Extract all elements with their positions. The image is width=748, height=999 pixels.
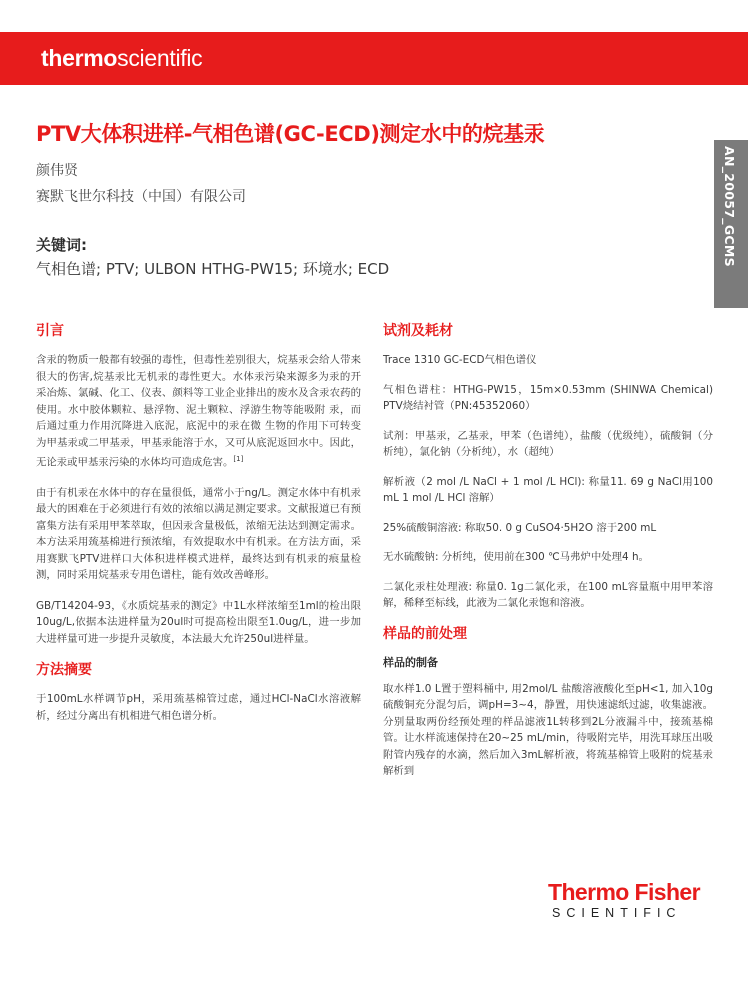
- right-column: [383, 322, 713, 793]
- pretreatment-heading: 样品的前处理: [383, 625, 467, 642]
- reagent-item: 解析液（2 mol /L NaCl + 1 mol /L HCl): 称量11. 69 g NaCl用100 mL 1 mol /L HCl 溶解）: [383, 475, 713, 504]
- thermoscientific-logo: [41, 45, 202, 72]
- company: 赛默飞世尔科技（中国）有限公司: [36, 189, 246, 205]
- reagent-item: 气相色谱柱：HTHG-PW15，15m×0.53mm (SHINWA Chemical) PTV烧结衬管（PN:45352060）: [383, 383, 713, 412]
- summary-paragraph: 于100mL水样调节pH，采用巯基棉管过虑，通过HCl-NaCl水溶液解析，经过分离出有机相进气相色谱分析。: [36, 693, 361, 722]
- reagent-item: 25%硫酸铜溶液: 称取50. 0 g CuSO4·5H2O 溶于200 mL: [383, 521, 657, 534]
- intro-p1-text: 含汞的物质一般都有较强的毒性，但毒性差别很大，烷基汞会给人带来很大的伤害,烷基汞比无机汞的毒性更大。水体汞污染来源多为汞的开采冶炼、氯碱、化工、仪表、颜料等工业企业排出的废水及含汞农药的使用。水中胶体颗粒、悬浮物、泥土颗粒、浮游生物等能吸附 汞，而后通过重力作用沉降进入底泥，底泥中的汞在微 生物的作用下可转变为甲基汞或二甲基汞，甲基汞能溶于水，又可从底泥返回水中。因此，无论汞或甲基汞污染的水体均可造成危害。: [36, 354, 361, 469]
- summary-heading: 方法摘要: [36, 662, 92, 679]
- pretreatment-subheading: 样品的制备: [383, 655, 438, 669]
- intro-heading: 引言: [36, 323, 64, 339]
- reagent-item: 无水硫酸钠: 分析纯，使用前在300 ℃马弗炉中处理4 h。: [383, 551, 649, 563]
- document-id: AN_20057_GCMS: [722, 146, 737, 267]
- author: 颜伟贤: [36, 163, 78, 179]
- header-bar: [0, 32, 748, 85]
- logo-line-2: SCIENTIFIC: [552, 906, 682, 920]
- reagent-item: Trace 1310 GC-ECD气相色谱仪: [383, 354, 537, 366]
- page-title: PTV大体积进样-气相色谱(GC-ECD)测定水中的烷基汞: [36, 122, 545, 146]
- intro-ref: [1]: [233, 455, 244, 463]
- intro-paragraph-2: 由于有机汞在水体中的存在量很低，通常小于ng/L。测定水体中有机汞最大的困难在于必须进行有效的浓缩以满足测定要求。文献报道已有预富集方法有采用甲苯萃取，但因汞含量极低，浓缩无法达到测定需求。本方法采用巯基棉进行预浓缩，有效提取水中有机汞。在方法方面，采用赛默飞PTV进样口大体积进样模式进样，最终达到有机汞的痕量检测，同时采用烷基汞专用色谱柱，能有效改善峰形。: [36, 486, 361, 582]
- keywords-text: 气相色谱; PTV; ULBON HTHG-PW15; 环境水; ECD: [36, 260, 390, 278]
- brand-bold: thermo: [41, 45, 118, 71]
- document-id-tab: [714, 140, 748, 308]
- intro-paragraph-3: GB/T14204-93，《水质烷基汞的测定》中1L水样浓缩至1ml的检出限10ug/L,依据本法进样量为20ul时可提高检出限至1.0ug/L，进一步加大进样量可进一步提升灵敏度，本法最大允许250ul进样量。: [36, 599, 361, 645]
- left-column: [36, 322, 361, 738]
- thermofisher-logo: [548, 880, 718, 920]
- keywords-label: 关键词:: [36, 236, 87, 254]
- brand-light: scientific: [117, 45, 203, 71]
- logo-line-1: Thermo Fisher: [548, 879, 700, 905]
- reagents-heading: 试剂及耗材: [383, 323, 453, 339]
- intro-paragraph-1: [36, 352, 361, 471]
- reagent-item: 二氯化汞柱处理液: 称量0. 1g二氯化汞，在100 mL容量瓶中用甲苯溶解，稀释至标线，此液为二氯化汞饱和溶液。: [383, 580, 713, 609]
- reagent-item: 试剂：甲基汞，乙基汞，甲苯（色谱纯），盐酸（优级纯），硫酸铜（分析纯），氯化钠（分析纯），水（超纯）: [383, 429, 713, 458]
- pretreatment-paragraph: 取水样1.0 L置于塑料桶中, 用2mol/L 盐酸溶液酸化至pH<1, 加入10g硫酸铜充分混匀后，调pH=3~4，静置，用快速滤纸过滤，收集滤液。分别量取两份经预处理的样品滤液1L转移到2L分液漏斗中，接巯基棉管。让水样流速保持在20~25 mL/min，待吸附完毕，用洗耳球压出吸附管内残存的水滴，然后加入3mL解析液，将巯基棉管上吸附的烷基汞解析到: [383, 682, 713, 777]
